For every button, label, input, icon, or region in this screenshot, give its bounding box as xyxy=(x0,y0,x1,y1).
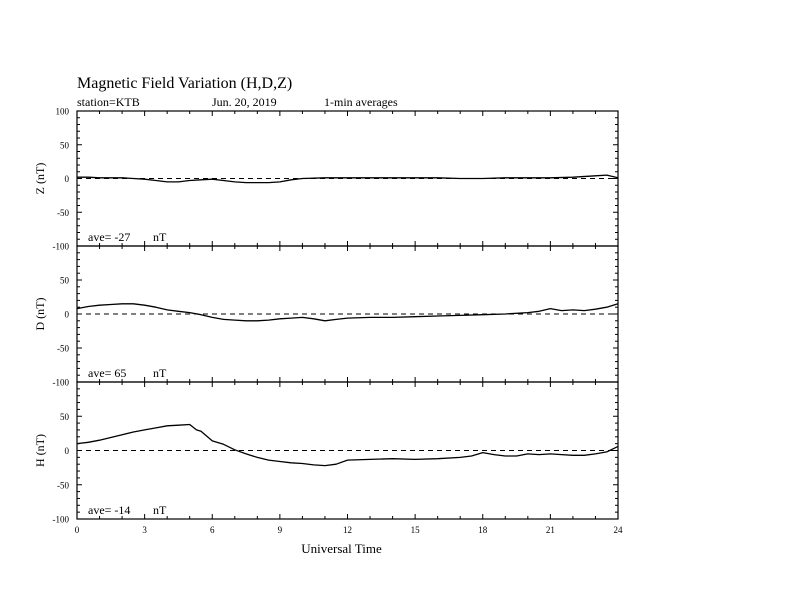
date-label: Jun. 20, 2019 xyxy=(212,95,277,109)
y-tick-label: -100 xyxy=(52,241,69,252)
chart-title: Magnetic Field Variation (H,D,Z) xyxy=(77,75,293,92)
station-label: station=KTB xyxy=(77,95,140,109)
y-tick-label: 0 xyxy=(64,174,69,184)
y-tick-label: -50 xyxy=(57,207,69,218)
average-unit-label: nT xyxy=(153,230,167,244)
data-line xyxy=(77,425,618,466)
y-tick-label: 50 xyxy=(60,411,69,422)
y-axis-label: H (nT) xyxy=(33,434,47,467)
average-unit-label: nT xyxy=(153,503,167,517)
average-unit-label: nT xyxy=(153,366,167,380)
average-label: ave= -27 xyxy=(88,230,131,244)
y-tick-label: -50 xyxy=(57,343,69,354)
y-axis-label: D (nT) xyxy=(33,297,47,331)
x-tick-label: 21 xyxy=(545,525,555,535)
y-tick-label: 50 xyxy=(60,140,69,151)
averaging-label: 1-min averages xyxy=(324,95,398,109)
x-tick-label: 6 xyxy=(210,525,215,535)
x-axis-label: Universal Time xyxy=(301,541,382,556)
x-tick-label: 3 xyxy=(142,525,147,535)
data-line xyxy=(77,304,618,321)
y-tick-label: 0 xyxy=(64,309,69,320)
y-tick-label: 100 xyxy=(55,106,69,117)
y-tick-label: -50 xyxy=(57,480,69,491)
x-tick-label: 15 xyxy=(410,525,420,535)
y-axis-label: Z (nT) xyxy=(33,162,47,195)
y-tick-label: 50 xyxy=(60,275,69,286)
y-tick-label: -100 xyxy=(52,514,69,525)
x-tick-label: 24 xyxy=(613,525,623,535)
average-label: ave= 65 xyxy=(88,366,127,380)
x-tick-label: 9 xyxy=(277,525,283,535)
panel-1 xyxy=(33,107,618,252)
panel-2 xyxy=(33,246,618,388)
x-tick-label: 0 xyxy=(74,525,80,535)
y-tick-label: 0 xyxy=(64,446,69,456)
panel-3 xyxy=(33,382,618,525)
x-tick-label: 12 xyxy=(343,525,352,535)
y-tick-label: -100 xyxy=(52,377,69,388)
x-tick-label: 18 xyxy=(478,525,488,535)
average-label: ave= -14 xyxy=(88,503,131,517)
